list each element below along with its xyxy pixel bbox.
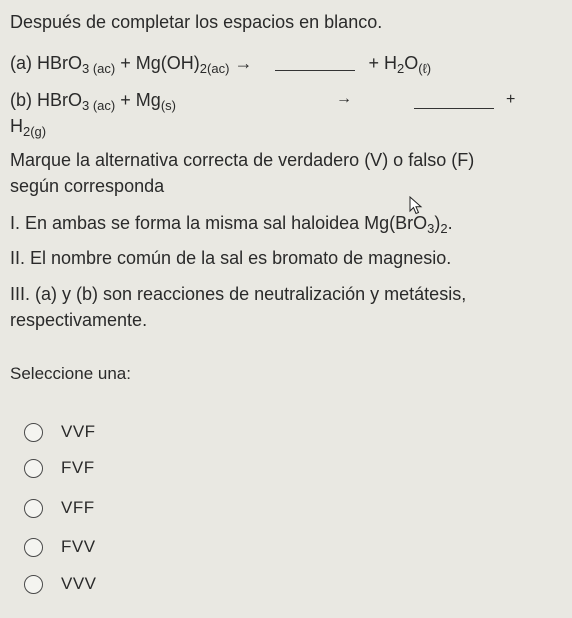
option-vff[interactable] (24, 496, 95, 520)
equation-b-reactant1: HBrO (37, 90, 83, 110)
statement-1-end: . (447, 213, 453, 233)
equation-a-reactant1-sub: 3 (ac) (82, 61, 116, 76)
equation-a-plus1: + (120, 53, 131, 73)
option-label: VVV (61, 574, 97, 593)
select-label: Seleccione una: (10, 364, 131, 383)
mouse-cursor-icon (409, 196, 423, 216)
question-title: Después de completar los espacios en blanco. (10, 12, 383, 32)
statement-3-line2: respectivamente. (10, 310, 148, 330)
radio-button-vvv[interactable] (24, 575, 43, 594)
equation-b-plus1: + (120, 90, 131, 110)
equation-a-product-sub1: 2 (397, 61, 405, 76)
equation-a-label: (a) (10, 53, 32, 73)
statement-1-text: I. En ambas se forma la misma sal haloidea Mg(BrO (10, 213, 428, 233)
statement-1-close: ) (434, 213, 441, 233)
radio-button-vff[interactable] (24, 499, 43, 518)
equation-b-blank (414, 92, 494, 109)
statement-1-sub1: 3 (427, 221, 435, 236)
instruction-line2: según corresponda (10, 176, 165, 196)
statement-2: II. El nombre común de la sal es bromato de magnesio. (10, 248, 452, 268)
equation-a-reactant2-sub: 2(ac) (199, 61, 230, 76)
equation-b-product-sub: 2(g) (23, 124, 47, 139)
equation-a-plus2: + (368, 53, 379, 73)
equation-a-product-sub2: (ℓ) (418, 61, 432, 76)
equation-b-plus2: + (506, 91, 516, 108)
option-fvv[interactable] (24, 535, 96, 559)
equation-b-label: (b) (10, 90, 32, 110)
option-label: VVF (61, 422, 96, 441)
equation-a-reactant1: HBrO (37, 53, 83, 73)
equation-a-arrow: → (234, 53, 253, 73)
equation-b-arrow: → (336, 90, 352, 107)
option-label: FVF (61, 458, 95, 477)
equation-a-blank (275, 54, 355, 71)
equation-b-product-h: H (10, 116, 23, 136)
equation-b-product (10, 114, 46, 144)
radio-button-vvf[interactable] (24, 423, 43, 442)
option-vvf[interactable] (24, 420, 96, 444)
option-fvf[interactable] (24, 456, 95, 480)
option-vvv[interactable] (24, 572, 97, 596)
instruction-line1: Marque la alternativa correcta de verdadero (V) o falso (F) (10, 150, 475, 170)
radio-button-fvf[interactable] (24, 459, 43, 478)
equation-a (10, 51, 431, 81)
statement-1-sub2: 2 (440, 221, 448, 236)
radio-button-fvv[interactable] (24, 538, 43, 557)
option-label: VFF (61, 498, 95, 517)
equation-a-product-o: O (404, 53, 419, 73)
equation-b-reactant2-sub: (s) (160, 98, 176, 113)
option-label: FVV (61, 537, 96, 556)
statement-3-line1: III. (a) y (b) son reacciones de neutralización y metátesis, (10, 284, 467, 304)
equation-b-reactant2: Mg (135, 90, 161, 110)
equation-a-reactant2: Mg(OH) (135, 53, 200, 73)
equation-b-reactant1-sub: 3 (ac) (82, 98, 116, 113)
statement-1 (10, 211, 453, 241)
equation-a-product: H (384, 53, 397, 73)
